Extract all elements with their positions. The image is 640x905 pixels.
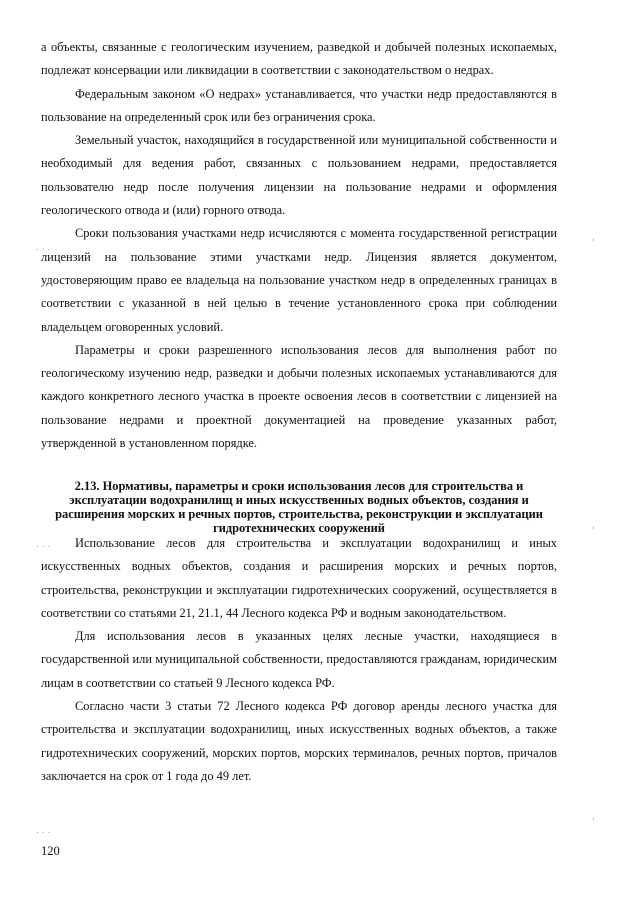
section-heading: 2.13. Нормативы, параметры и сроки использования лесов для строительства и эксплуатации водохранилищ и иных искусственных водных объектов, создания и расширения морских и речных портов, строительства, реконструкции и эксплуатации гидротехнических сооружений: [55, 479, 543, 535]
paragraph: Для использования лесов в указанных целях лесные участки, находящиеся в государственной или муниципальной собственности, предоставляются гражданам, юридическим лицам в соответствии со статьей 9 Лесного кодекса РФ.: [41, 629, 557, 690]
scan-speck-mark: ,: [592, 233, 595, 243]
scan-speck-mark: ,: [592, 812, 595, 822]
scan-speck-mark: . . .: [36, 540, 51, 550]
paragraph: Сроки пользования участками недр исчисляются с момента государственной регистрации лицензий на пользование этими участками недр. Лицензия является документом, удостоверяющим право ее владельца на пользование участком недр в определенных границах в соответствии с указанной в ней целью в течение установленного срока при соблюдении владельцем оговоренных условий.: [41, 226, 557, 334]
paragraph-continued: а объекты, связанные с геологическим изучением, разведкой и добычей полезных ископаемых, подлежат консервации или ликвидации в соответствии с законодательством о недрах.: [41, 40, 557, 78]
paragraph: Согласно части 3 статьи 72 Лесного кодекса РФ договор аренды лесного участка для строительства и эксплуатации водохранилищ, иных искусственных водных объектов, а также гидротехнических сооружений, морских портов, морских терминалов, речных портов, причалов заключается на срок от 1 года до 49 лет.: [41, 699, 557, 783]
page-number: 120: [41, 844, 60, 858]
paragraph: Федеральным законом «О недрах» устанавливается, что участки недр предоставляются в пользование на определенный срок или без ограничения срока.: [41, 86, 557, 124]
scan-speck-mark: . . .: [36, 243, 51, 253]
body-text-bottom: [41, 532, 557, 788]
scan-speck-mark: ,: [592, 521, 595, 531]
body-text-top: [41, 36, 557, 455]
paragraph: Использование лесов для строительства и эксплуатации водохранилищ и иных искусственных водных объектов, создания и расширения морских и речных портов, строительства, реконструкции и эксплуатации гидротехнических сооружений, осуществляется в соответствии со статьями 21, 21.1, 44 Лесного кодекса РФ и водным законодательством.: [41, 536, 557, 620]
scan-speck-mark: . . .: [36, 826, 51, 836]
paragraph: Параметры и сроки разрешенного использования лесов для выполнения работ по геологическому изучению недр, разведки и добычи полезных ископаемых устанавливаются для каждого конкретного лесного участка в проекте освоения лесов в соответствии с лицензией на пользование недрами и проектной документацией на проведение указанных работ, утвержденной в установленном порядке.: [41, 342, 557, 451]
paragraph: Земельный участок, находящийся в государственной или муниципальной собственности и необходимый для ведения работ, связанных с пользованием недрами, предоставляется пользователю недр после получения лицензии на пользование недрами и оформления геологического отвода и (или) горного отвода.: [41, 133, 557, 218]
